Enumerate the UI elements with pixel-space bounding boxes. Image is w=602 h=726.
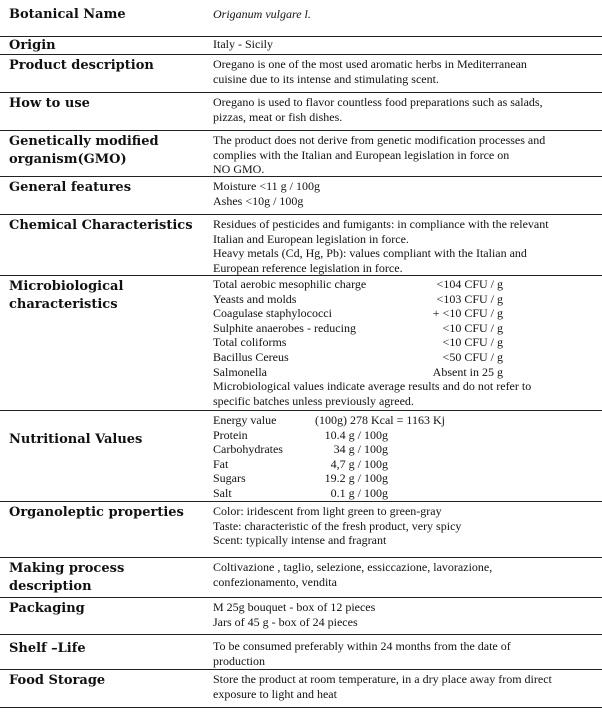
row-origin [0,37,602,55]
value [213,504,598,548]
label: Shelf –Life [9,641,86,656]
line: M 25g bouquet - box of 12 pieces [213,600,376,614]
line: To be consumed preferably within 24 months from the date of [213,639,511,653]
value [213,179,598,208]
row-botanical-name [0,0,602,37]
line: Store the product at room temperature, in a dry place away from direct [213,672,552,686]
row-packaging [0,598,602,635]
row-nutritional-values [0,411,602,502]
row-gmo [0,131,602,177]
energy-name: Energy value [213,413,277,427]
label: Origin [9,38,56,53]
line: European reference legislation in force. [213,260,403,275]
label: Organoleptic properties [9,505,184,520]
line: Color: iridescent from light green to green-gray [213,504,442,518]
item-value: <103 CFU / g [436,291,503,306]
row-shelf-life [0,635,602,670]
label: Making process description [9,561,125,594]
note-line: Microbiological values indicate average results and do not refer to [213,379,532,394]
line: pizzas, meat or fish dishes. [213,109,343,124]
line: Ashes <10g / 100g [213,193,304,208]
value [213,639,598,668]
item-name: Fat [213,456,229,471]
item-name: Sulphite anaerobes - reducing [213,320,356,335]
item-value: 19.2 g / 100g [324,471,388,486]
label: Microbiological characteristics [9,279,124,312]
value [213,672,598,701]
label: Food Storage [9,673,106,688]
line: The product does not derive from genetic modification processes and [213,133,546,147]
item-name: Bacillus Cereus [213,349,289,364]
label: Genetically modified organism(GMO) [9,134,159,167]
line: Coltivazione , taglio, selezione, essiccazione, lavorazione, [213,560,493,574]
line: Moisture <11 g / 100g [213,179,320,193]
row-organoleptic [0,502,602,558]
item-value: 0.1 g / 100g [330,485,388,500]
item-name: Salt [213,485,232,500]
line: confezionamento, vendita [213,574,337,589]
item-value: <10 CFU / g [442,320,503,335]
value [213,57,598,86]
label: Nutritional Values [9,432,143,447]
energy-value: (100g) 278 Kcal = 1163 Kj [315,413,445,427]
micro-table [213,277,598,379]
row-product-description [0,55,602,93]
item-name: Protein [213,427,248,442]
label: Product description [9,58,154,73]
value [213,277,598,408]
note-line: specific batches unless previously agreed. [213,393,414,408]
row-making-process [0,558,602,598]
line: Heavy metals (Cd, Hg, Pb): values compliant with the Italian and [213,246,527,261]
line: production [213,653,265,668]
value: Origanum vulgare l. [213,7,311,21]
line: cuisine due to its intense and stimulating scent. [213,71,439,86]
line: Oregano is used to flavor countless food preparations such as salads, [213,95,543,109]
item-value: <10 CFU / g [442,335,503,350]
value [213,560,598,589]
label: Packaging [9,601,85,616]
item-value: 10.4 g / 100g [324,427,388,442]
item-name: Salmonella [213,364,267,379]
row-chemical [0,215,602,276]
item-name: Total coliforms [213,335,287,350]
value [213,217,598,275]
item-name: Carbohydrates [213,442,283,457]
item-value: <50 CFU / g [442,349,503,364]
line: NO GMO. [213,162,265,177]
item-value: + <10 CFU / g [432,306,503,321]
line: Italian and European legislation in force. [213,231,409,246]
label: General features [9,180,132,195]
label: Botanical Name [9,7,126,22]
value [213,133,598,177]
item-value: Absent in 25 g [432,364,503,379]
value [213,413,598,501]
value: Italy - Sicily [213,37,273,51]
row-how-to-use [0,93,602,131]
line: Residues of pesticides and fumigants: in compliance with the relevant [213,217,549,231]
line: complies with the Italian and European legislation in force on [213,147,510,162]
row-microbiological [0,276,602,411]
line: Oregano is one of the most used aromatic herbs in Mediterranean [213,57,527,71]
line: Taste: characteristic of the fresh product, very spicy [213,518,462,533]
row-food-storage [0,670,602,708]
line: Scent: typically intense and fragrant [213,533,387,548]
item-value: 34 g / 100g [333,442,388,457]
item-name: Yeasts and molds [213,291,297,306]
label: Chemical Characteristics [9,218,193,233]
row-general-features [0,177,602,215]
energy-line [213,413,598,428]
item-value: 4,7 g / 100g [330,456,388,471]
item-value: <104 CFU / g [436,277,503,291]
label: How to use [9,96,90,111]
item-name: Total aerobic mesophilic charge [213,277,367,291]
line: exposure to light and heat [213,686,337,701]
value [213,600,598,629]
item-name: Sugars [213,471,246,486]
line: Jars of 45 g - box of 24 pieces [213,614,358,629]
value [213,95,598,124]
nutrition-table [213,428,598,501]
item-name: Coagulase staphylococci [213,306,332,321]
